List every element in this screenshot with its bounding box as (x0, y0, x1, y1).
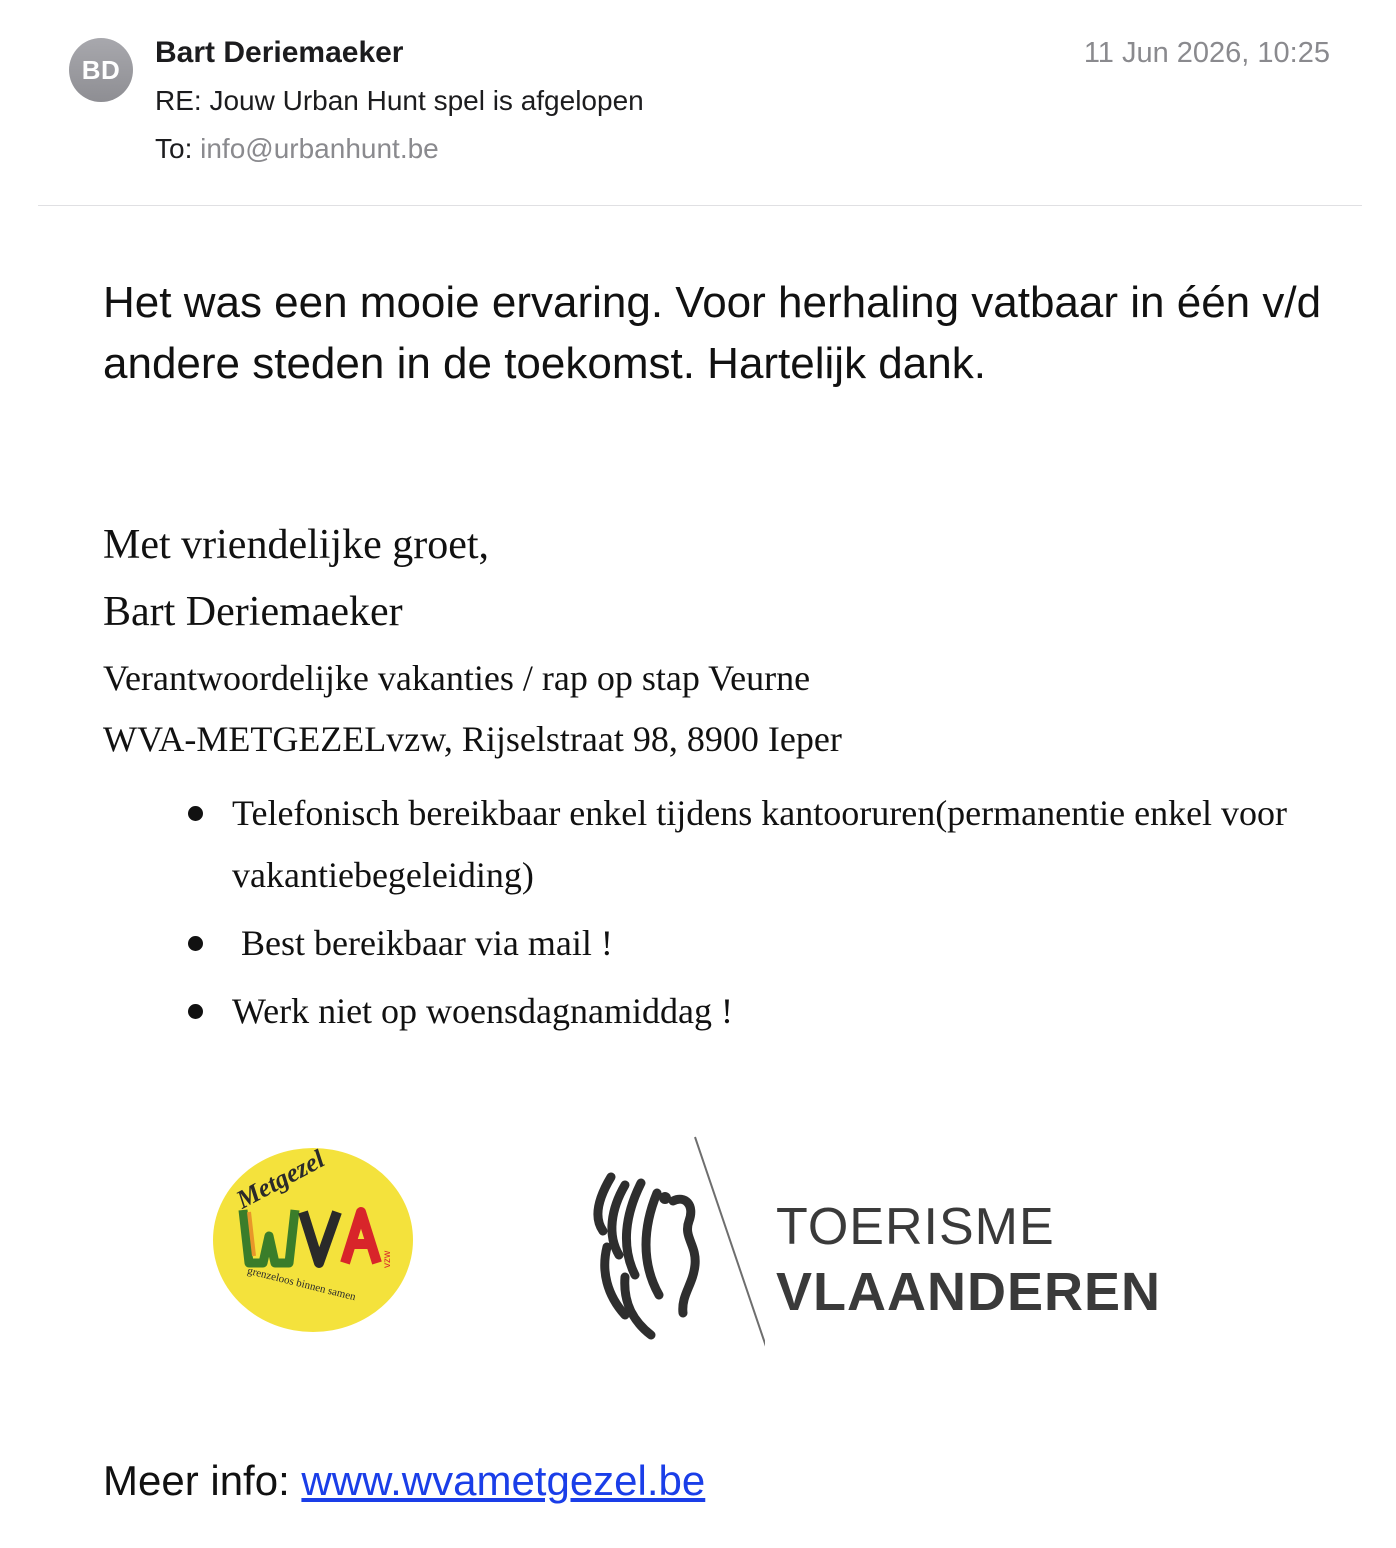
vlaanderen-text: VLAANDEREN (776, 1262, 1162, 1322)
signature-greeting: Met vriendelijke groet, (103, 522, 490, 568)
website-link[interactable]: www.wvametgezel.be (301, 1457, 706, 1504)
toerisme-vlaanderen-logo (585, 1135, 1165, 1375)
wva-bottom-text: grenzeloos binnen samen (246, 1264, 357, 1304)
list-item (232, 782, 1312, 906)
signature-organization: WVA-METGEZELvzw, Rijselstraat 98, 8900 Ieper (103, 719, 842, 759)
email-subject: RE: Jouw Urban Hunt spel is afgelopen (155, 85, 644, 116)
bullet-text: Best bereikbaar via mail ! (232, 923, 613, 963)
signature-name: Bart Deriemaeker (103, 589, 403, 635)
list-item (232, 980, 1312, 1042)
more-info-line (103, 1457, 705, 1505)
list-item (232, 912, 1312, 974)
bullet-text: Telefonisch bereikbaar enkel tijdens kantooruren(permanentie enkel voor vakantiebegeleiding) (232, 793, 1288, 895)
email-header (0, 0, 1396, 206)
bullet-icon (188, 936, 203, 951)
lion-icon (585, 1135, 765, 1375)
bullet-icon (188, 1004, 203, 1019)
wva-logo-graphic (205, 1138, 425, 1338)
recipient-line (155, 133, 439, 165)
email-date: 11 Jun 2026, 10:25 (1083, 37, 1330, 69)
message-body: Het was een mooie ervaring. Voor herhaling vatbaar in één v/d andere steden in de toekomst. Hartelijk dank. (103, 278, 1322, 388)
sender-name[interactable]: Bart Deriemaeker (155, 36, 404, 69)
more-info-label: Meer info: (103, 1457, 302, 1504)
wva-metgezel-logo (205, 1138, 425, 1338)
toerisme-text: TOERISME (776, 1198, 1055, 1256)
bullet-icon (188, 806, 203, 821)
recipient-address[interactable]: info@urbanhunt.be (200, 133, 439, 164)
wva-suffix: vzw (382, 1250, 393, 1268)
signature-role: Verantwoordelijke vakanties / rap op stap Veurne (103, 658, 811, 698)
avatar[interactable]: BD (69, 38, 133, 102)
signature-bullet-list (232, 782, 1312, 1048)
header-divider (38, 205, 1362, 206)
bullet-text: Werk niet op woensdagnamiddag ! (232, 991, 733, 1031)
to-label: To: (155, 133, 193, 164)
wva-top-text: Metgezel (231, 1144, 330, 1215)
